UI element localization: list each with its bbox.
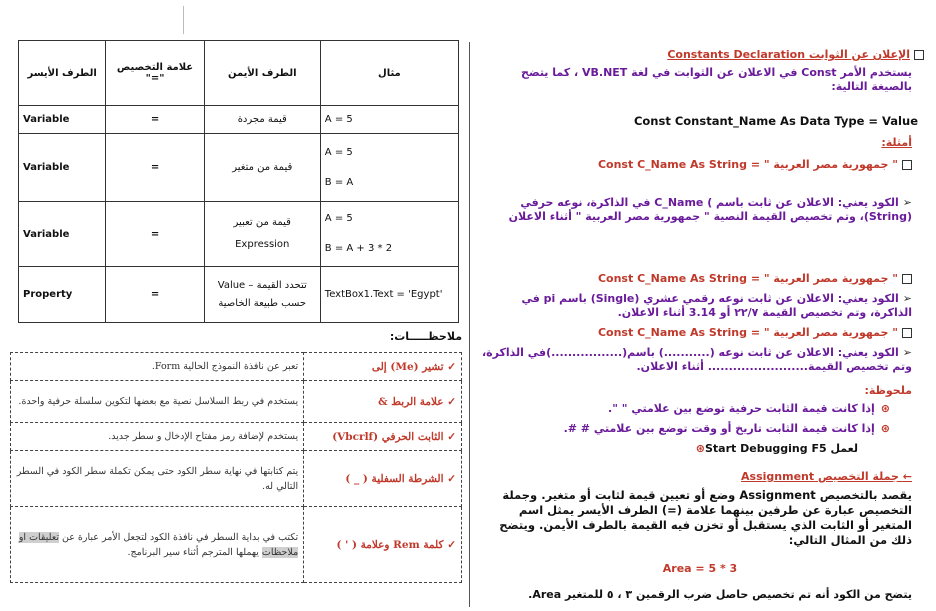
note-row <box>11 507 462 583</box>
note-row <box>11 451 462 507</box>
cell-right: قيمة من متغير <box>204 134 320 202</box>
note-text: يهملها المترجم أثناء سير البرنامج. <box>127 546 259 558</box>
cell-left: Variable <box>19 106 106 134</box>
example-line: A = 5 <box>324 114 353 125</box>
example-3-description <box>478 346 912 374</box>
top-tick-mark <box>183 6 184 34</box>
cell-example <box>320 202 458 267</box>
note-term: ✓ الثابت الحرفي (Vbcrlf) <box>304 423 462 451</box>
note-item-text: إذا كانت قيمة الثابت تاريخ أو وقت توضع بين علامتي # #. <box>563 422 875 435</box>
note-description: يستخدم لإضافة رمز مفتاح الإدخال و سطر جديد. <box>11 423 304 451</box>
table-row <box>19 134 459 202</box>
circle-bullet-icon: ⊛ <box>880 402 890 415</box>
debug-text: لعمل Start Debugging F5 <box>704 442 858 455</box>
cell-right: قيمة مجردة <box>204 106 320 134</box>
example-desc-text: الكود يعني: الاعلان عن ثابت نوعه (...........) باسم(.................)في الذاكرة، وتم تخصيص القيمة........................ أثناء الاعلان. <box>481 346 912 373</box>
column-divider <box>469 42 470 607</box>
table-row <box>19 106 459 134</box>
square-bullet-icon <box>902 274 912 284</box>
example-1-code <box>478 158 912 172</box>
note-term: ✓ كلمة Rem وعلامة ( ' ) <box>304 507 462 583</box>
table-header-row <box>19 41 459 106</box>
note-term: ✓ تشير (Me) إلى <box>304 353 462 381</box>
cell-eq: = <box>106 202 204 267</box>
note-row <box>11 381 462 423</box>
cell-example <box>320 106 458 134</box>
cell-example <box>320 267 458 323</box>
conclusion-line: يتضح من الكود أنه تم تخصيص حاصل ضرب الرقمين ٣ ، ٥ للمتغير Area. <box>528 588 912 601</box>
arrow-bullet-icon: ➢ <box>902 346 912 359</box>
example-line: TextBox1.Text = 'Egypt' <box>324 289 443 300</box>
note-item-1 <box>478 402 890 416</box>
examples-label: أمثلة: <box>881 136 912 149</box>
cell-left: Variable <box>19 202 106 267</box>
cell-right: تتحدد القيمة – Value حسب طبيعة الخاصية <box>204 267 320 323</box>
arrow-bullet-icon: ➢ <box>902 292 912 305</box>
note-item-2 <box>478 422 890 436</box>
example-3-code <box>478 326 912 340</box>
syntax-line: Const Constant_Name As Data Type = Value <box>633 114 918 128</box>
note-label: ملحوظة: <box>864 384 912 397</box>
header-right-side: الطرف الأيمن <box>204 41 320 106</box>
example-line: A = 5 <box>324 146 353 158</box>
note-row <box>11 423 462 451</box>
example-line: A = 5 <box>324 213 353 224</box>
header-assign-sign: علامة التخصيص "=" <box>106 41 204 106</box>
example-code-text: " جمهورية مصر العربية " = Const C_Name As String <box>597 272 898 285</box>
example-1-description <box>478 196 912 224</box>
cell-example <box>320 134 458 202</box>
cell-eq: = <box>106 134 204 202</box>
header-example: مثال <box>320 41 458 106</box>
intro-paragraph: يستخدم الأمر Const في الاعلان عن الثوابت في لغة VB.NET ، كما يتضح بالصيغة التالية: <box>521 66 912 93</box>
note-description: يتم كتابتها في نهاية سطر الكود حتى يمكن تكملة سطر الكود في السطر التالي له. <box>11 451 304 507</box>
note-description: يستخدم في ربط السلاسل نصية مع بعضها لتكوين سلسلة حرفية واحدة. <box>11 381 304 423</box>
assignment-table <box>18 40 459 323</box>
example-code-text: " جمهورية مصر العربية " = Const C_Name As String <box>597 158 898 171</box>
example-line: B = A + 3 * 2 <box>324 243 393 254</box>
section-heading: الإعلان عن الثوابت Constants Declaration <box>667 48 910 61</box>
example-desc-text: الكود يعني: الاعلان عن ثابت نوعه رقمي عشري (Single) باسم pi في الذاكرة، وتم تخصيص القيمة ٢٢/٧ أو 3.14 أثناء الاعلان. <box>521 292 912 319</box>
cell-left: Variable <box>19 134 106 202</box>
cell-eq: = <box>106 267 204 323</box>
arrow-bullet-icon: ➢ <box>902 196 912 209</box>
circle-bullet-icon: ⊛ <box>695 442 705 455</box>
square-bullet-icon <box>902 328 912 338</box>
cell-eq: = <box>106 106 204 134</box>
example-line: B = A <box>324 176 354 188</box>
circle-bullet-icon: ⊛ <box>880 422 890 435</box>
note-term: ✓ الشرطة السفلية ( _ ) <box>304 451 462 507</box>
table-row <box>19 202 459 267</box>
assignment-heading-text: جملة التخصيص Assignment <box>741 470 899 483</box>
area-example: Area = 5 * 3 <box>662 562 738 575</box>
notes-table <box>10 352 462 583</box>
note-highlight: تعليقات او ملاحظات <box>18 531 299 558</box>
notes-title: ملاحظـــــات: <box>389 330 462 343</box>
debug-line <box>478 442 858 456</box>
note-row <box>11 353 462 381</box>
example-desc-text: الكود يعني: الاعلان عن ثابت باسم ) C_Name في الذاكرة، نوعه حرفي (String)، وتم تخصيص القيمة النصية " جمهورية مصر العربية " أثناء الاعلان <box>508 196 912 223</box>
cell-right: قيمة من تعبير Expression <box>204 202 320 267</box>
note-term: ✓ علامة الربط & <box>304 381 462 423</box>
table-row <box>19 267 459 323</box>
checkbox-square-icon <box>914 50 924 60</box>
example-2-code <box>478 272 912 286</box>
arrow-left-icon: ← <box>902 470 912 483</box>
header-left-side: الطرف الأيسر <box>19 41 106 106</box>
assignment-heading <box>478 470 912 484</box>
example-2-description <box>478 292 912 320</box>
assignment-paragraph: يقصد بالتخصيص Assignment وضع أو تعيين قيمة لثابت أو متغير. وجملة التخصيص عبارة عن طرفين بينهما علامة (=) الطرف الأيسر يمثل اسم المتغير أو الثابت الذي يستقبل أو تخزن فيه القيمة بالطرف الأيمن. ويتضح ذلك من المثال التالي: <box>499 488 912 547</box>
section-heading-row <box>478 48 924 62</box>
note-description: تعبر عن نافذة النموذج الحالية Form. <box>11 353 304 381</box>
square-bullet-icon <box>902 160 912 170</box>
note-item-text: إذا كانت قيمة الثابت حرفية توضع بين علامتي " ". <box>608 402 875 415</box>
note-text: تكتب في بداية السطر في نافذة الكود لتجعل الأمر عبارة عن <box>62 531 299 543</box>
note-description <box>11 507 304 583</box>
cell-left: Property <box>19 267 106 323</box>
example-code-text: " جمهورية مصر العربية " = Const C_Name As String <box>597 326 898 339</box>
